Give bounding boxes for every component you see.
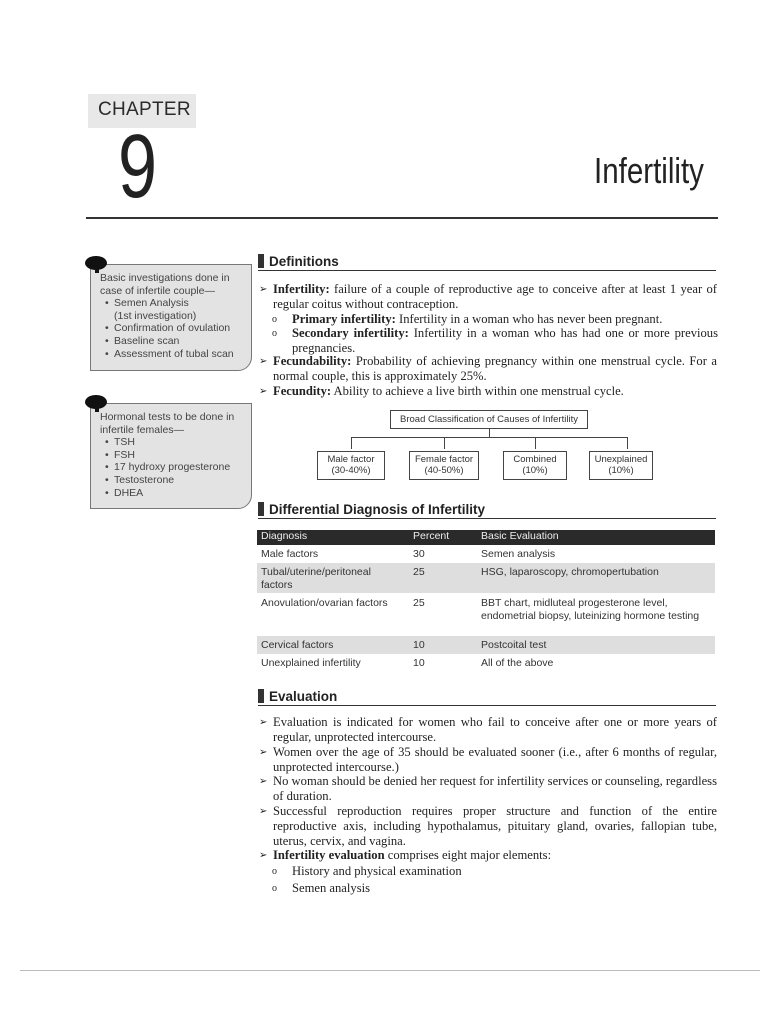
table-row: Male factors 30 Semen analysis bbox=[261, 548, 556, 560]
column-header: Basic Evaluation bbox=[481, 530, 559, 542]
column-header: Diagnosis bbox=[261, 530, 308, 542]
note-hook-icon bbox=[85, 256, 107, 270]
heading-marker-icon bbox=[258, 254, 264, 268]
definition-primary-infertility: o Primary infertility: Infertility in a woman who has never been pregnant. bbox=[272, 312, 663, 326]
arrow-bullet-icon: ➢ bbox=[259, 356, 268, 367]
section-heading-evaluation: Evaluation bbox=[258, 689, 716, 706]
section-heading-definitions: Definitions bbox=[258, 254, 716, 271]
classification-title-box: Broad Classification of Causes of Infertility bbox=[390, 410, 588, 429]
side-note-list bbox=[100, 297, 245, 360]
list-item-continuation: (1st investigation) bbox=[114, 309, 197, 322]
chapter-divider bbox=[86, 217, 718, 219]
connector-line bbox=[351, 437, 352, 449]
arrow-bullet-icon: ➢ bbox=[259, 386, 268, 397]
evaluation-point: ➢ Women over the age of 35 should be evaluated sooner (i.e., after 6 months of regular, unprotected intercourse.) bbox=[259, 745, 717, 774]
page-footer-rule bbox=[20, 970, 760, 971]
definition-infertility: ➢ Infertility: failure of a couple of reproductive age to conceive after at least 1 year of regular coitus without contraception. bbox=[259, 282, 717, 311]
circle-bullet-icon: o bbox=[272, 866, 277, 877]
evaluation-point: ➢ Evaluation is indicated for women who fail to conceive after one or more years of regular, unprotected intercourse. bbox=[259, 715, 717, 744]
arrow-bullet-icon: ➢ bbox=[259, 776, 268, 787]
cause-box-female: Female factor (40-50%) bbox=[409, 451, 479, 480]
list-item: • 17 hydroxy progesterone bbox=[105, 461, 245, 474]
connector-line bbox=[489, 429, 490, 437]
section-heading-differential: Differential Diagnosis of Infertility bbox=[258, 502, 716, 519]
connector-line bbox=[351, 437, 628, 438]
side-note-intro: Hormonal tests to be done in infertile females— bbox=[100, 411, 235, 436]
note-hook-icon bbox=[85, 395, 107, 409]
chapter-title: Infertility bbox=[594, 150, 704, 191]
connector-line bbox=[444, 437, 445, 449]
list-item: • TSH bbox=[105, 436, 245, 449]
circle-bullet-icon: o bbox=[272, 314, 277, 325]
arrow-bullet-icon: ➢ bbox=[259, 806, 268, 817]
evaluation-elements-intro: ➢ Infertility evaluation comprises eight major elements: bbox=[259, 848, 552, 862]
definition-fecundability: ➢ Fecundability: Probability of achieving pregnancy within one menstrual cycle. For a normal couple, this is approximately 25%. bbox=[259, 354, 717, 383]
list-item: • Baseline scan bbox=[105, 335, 245, 348]
chapter-label: CHAPTER bbox=[98, 99, 191, 120]
side-note-hormonal-tests bbox=[90, 403, 252, 509]
list-item: • Assessment of tubal scan bbox=[105, 348, 245, 361]
side-note-list bbox=[100, 436, 245, 499]
table-row: Cervical factors 10 Postcoital test bbox=[257, 636, 715, 654]
arrow-bullet-icon: ➢ bbox=[259, 717, 268, 728]
definition-secondary-infertility: o Secondary infertility: Infertility in a woman who has had one or more previous pregnancies. bbox=[272, 326, 718, 355]
table-row: Anovulation/ovarian factors 25 BBT chart, midluteal progesterone level, endometrial biopsy, luteinizing hormone testing bbox=[261, 597, 700, 622]
connector-line bbox=[627, 437, 628, 449]
evaluation-element: o History and physical examination bbox=[272, 864, 462, 878]
differential-diagnosis-table bbox=[257, 530, 715, 672]
cause-box-unexplained: Unexplained (10%) bbox=[589, 451, 653, 480]
side-note-basic-investigations bbox=[90, 264, 252, 371]
table-header-row bbox=[257, 530, 715, 545]
circle-bullet-icon: o bbox=[272, 328, 277, 339]
table-row: Tubal/uterine/peritoneal factors 25 HSG, laparoscopy, chromopertubation bbox=[257, 563, 715, 593]
arrow-bullet-icon: ➢ bbox=[259, 850, 268, 861]
definition-fecundity: ➢ Fecundity: Ability to achieve a live birth within one menstrual cycle. bbox=[259, 384, 624, 398]
evaluation-element: o Semen analysis bbox=[272, 881, 370, 895]
cause-box-combined: Combined (10%) bbox=[503, 451, 567, 480]
heading-marker-icon bbox=[258, 502, 264, 516]
list-item: • FSH bbox=[105, 449, 245, 462]
evaluation-point: ➢ No woman should be denied her request for infertility services or counseling, regardless of duration. bbox=[259, 774, 717, 803]
list-item: • DHEA bbox=[105, 487, 245, 500]
list-item: • Testosterone bbox=[105, 474, 245, 487]
table-row: Unexplained infertility 10 All of the above bbox=[261, 657, 554, 669]
evaluation-point: ➢ Successful reproduction requires proper structure and function of the entire reproductive axis, including hypothalamus, pituitary gland, ovaries, fallopian tube, uterus, cervix, and vagina. bbox=[259, 804, 717, 848]
cause-box-male: Male factor (30-40%) bbox=[317, 451, 385, 480]
heading-marker-icon bbox=[258, 689, 264, 703]
arrow-bullet-icon: ➢ bbox=[259, 284, 268, 295]
circle-bullet-icon: o bbox=[272, 883, 277, 894]
side-note-intro: Basic investigations done in case of infertile couple— bbox=[100, 272, 230, 297]
chapter-number: 9 bbox=[118, 117, 158, 217]
list-item: • Confirmation of ovulation bbox=[105, 322, 245, 335]
column-header: Percent bbox=[413, 530, 450, 542]
list-item: • Semen Analysis bbox=[105, 297, 245, 310]
connector-line bbox=[535, 437, 536, 449]
arrow-bullet-icon: ➢ bbox=[259, 747, 268, 758]
